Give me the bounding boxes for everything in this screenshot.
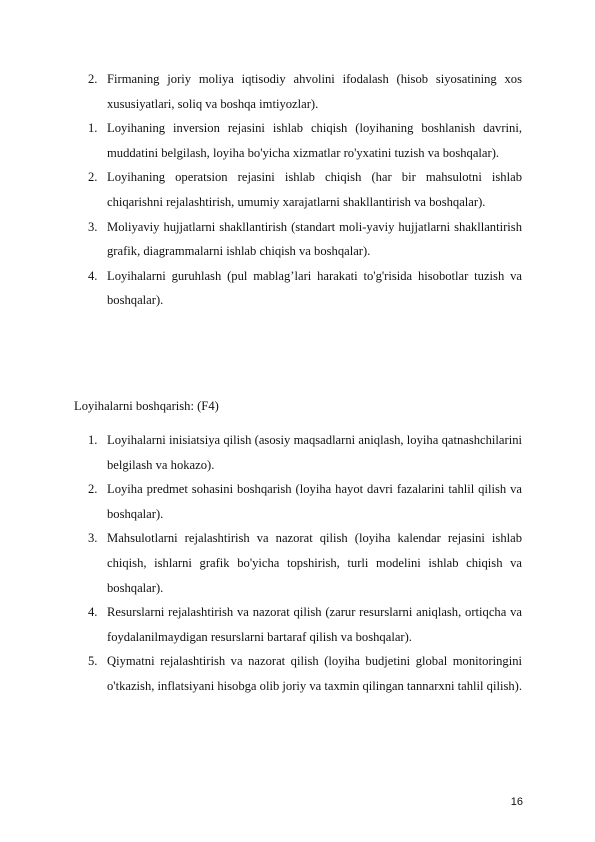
project-management-list <box>0 428 595 699</box>
list-item-text: Moliyaviy hujjatlarni shakllantirish (standart moli-yaviy hujjatlarni shakllantirish grafik, diagrammalarni ishlab chiqish va boshqalar). <box>107 219 522 259</box>
list-item <box>0 264 595 313</box>
list-item-number: 2. <box>88 482 98 497</box>
list-item-number: 4. <box>88 605 98 620</box>
list-item-number: 4. <box>88 268 98 283</box>
list-item-text: Firmaning joriy moliya iqtisodiy ahvolini ifodalash (hisob siyosatining xos xususiyatlari, soliq va boshqa imtiyozlar). <box>107 72 522 111</box>
financial-steps-list <box>0 67 595 313</box>
list-item-number: 2. <box>88 72 98 86</box>
list-item <box>0 116 595 165</box>
list-item-text: Loyihalarni guruhlash (pul mablag’lari harakati to'g'risida hisobotlar tuzish va boshqalar). <box>107 268 522 308</box>
list-item-text: Loyihalarni inisiatsiya qilish (asosiy maqsadlarni aniqlash, loyiha qatnashchilarini belgilash va hokazo). <box>107 433 522 472</box>
list-item-number: 3. <box>88 531 98 546</box>
list-item <box>0 477 595 526</box>
list-item-number: 1. <box>88 121 98 136</box>
list-item-text: Qiymatni rejalashtirish va nazorat qilish (loyiha budjetini global monitoringini o'tkazish, inflatsiyani hisobga olib joriy va taxmin qilingan tannarxni tahlil qilish). <box>107 654 522 693</box>
page-number: 16 <box>510 796 523 808</box>
list-item-text: Mahsulotlarni rejalashtirish va nazorat qilish (loyiha kalendar rejasini ishlab chiqish, ishlarni grafik bo'yicha topshirish, turli modelini ishlab chiqish va boshqalar). <box>107 531 522 595</box>
list-item <box>0 649 595 698</box>
list-item <box>0 428 595 477</box>
list-item <box>0 215 595 264</box>
list-item-number: 5. <box>88 654 98 669</box>
list-item <box>0 67 595 116</box>
list-item <box>0 526 595 600</box>
list-item-text: Loyiha predmet sohasini boshqarish (loyiha hayot davri fazalarini tahlil qilish va boshqalar). <box>107 482 522 521</box>
list-item <box>0 165 595 214</box>
list-item <box>0 600 595 649</box>
list-item-text: Loyihaning operatsion rejasini ishlab chiqish (har bir mahsulotni ishlab chiqarishni rejalashtirish, umumiy xarajatlarni shakllantirish va boshqalar). <box>107 170 522 209</box>
list-item-text: Resurslarni rejalashtirish va nazorat qilish (zarur resurslarni aniqlash, ortiqcha va foydalanilmaydigan resurslarni bartaraf qilish va boshqalar). <box>107 605 522 644</box>
section-heading: Loyihalarni boshqarish: (F4) <box>74 399 219 413</box>
list-item-number: 3. <box>88 219 98 234</box>
list-item-number: 1. <box>88 433 98 447</box>
list-item-number: 2. <box>88 170 98 185</box>
list-item-text: Loyihaning inversion rejasini ishlab chiqish (loyihaning boshlanish davrini, muddatini belgilash, loyiha bo'yicha xizmatlar ro'yxatini tuzish va boshqalar). <box>107 121 522 160</box>
